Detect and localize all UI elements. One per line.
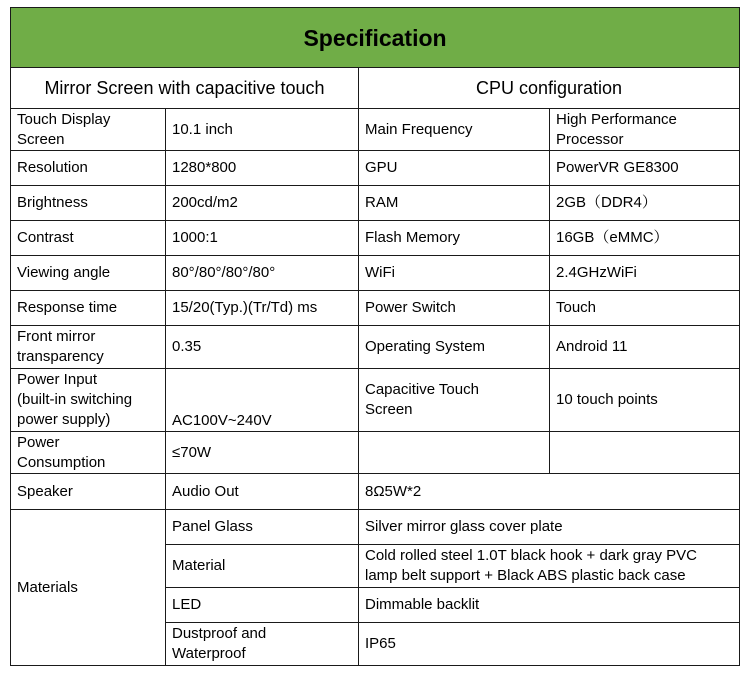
materials-label: Materials	[11, 510, 166, 666]
empty-cell	[359, 432, 550, 474]
brightness-value: 200cd/m2	[166, 186, 359, 221]
speaker-label: Speaker	[11, 474, 166, 510]
table-row	[11, 432, 740, 474]
power-consumption-label: Power Consumption	[11, 432, 166, 474]
resolution-value: 1280*800	[166, 151, 359, 186]
table-row	[11, 151, 740, 186]
touch-display-value: 10.1 inch	[166, 109, 359, 151]
contrast-value: 1000:1	[166, 221, 359, 256]
capacitive-touch-value: 10 touch points	[550, 369, 740, 432]
power-input-label: Power Input (built-in switching power supply)	[11, 369, 166, 432]
table-row	[11, 109, 740, 151]
material-value: Cold rolled steel 1.0T black hook + dark gray PVC lamp belt support + Black ABS plastic back case	[359, 545, 740, 588]
viewing-angle-value: 80°/80°/80°/80°	[166, 256, 359, 291]
main-frequency-label: Main Frequency	[359, 109, 550, 151]
empty-cell	[550, 432, 740, 474]
ram-label: RAM	[359, 186, 550, 221]
table-row	[11, 221, 740, 256]
response-time-label: Response time	[11, 291, 166, 326]
contrast-label: Contrast	[11, 221, 166, 256]
specification-table-container	[10, 7, 739, 666]
panel-glass-label: Panel Glass	[166, 510, 359, 545]
dustproof-value: IP65	[359, 623, 740, 666]
power-switch-label: Power Switch	[359, 291, 550, 326]
material-label: Material	[166, 545, 359, 588]
gpu-label: GPU	[359, 151, 550, 186]
brightness-label: Brightness	[11, 186, 166, 221]
power-switch-value: Touch	[550, 291, 740, 326]
table-row	[11, 474, 740, 510]
front-mirror-label: Front mirror transparency	[11, 326, 166, 369]
power-input-value: AC100V~240V	[166, 369, 359, 432]
flash-memory-value: 16GB（eMMC）	[550, 221, 740, 256]
speaker-sub-label: Audio Out	[166, 474, 359, 510]
operating-system-label: Operating System	[359, 326, 550, 369]
table-title: Specification	[11, 8, 740, 68]
flash-memory-label: Flash Memory	[359, 221, 550, 256]
table-row	[11, 369, 740, 432]
table-row	[11, 256, 740, 291]
table-row	[11, 186, 740, 221]
table-row	[11, 291, 740, 326]
dustproof-label: Dustproof and Waterproof	[166, 623, 359, 666]
resolution-label: Resolution	[11, 151, 166, 186]
operating-system-value: Android 11	[550, 326, 740, 369]
title-row	[11, 8, 740, 68]
section-header-cpu: CPU configuration	[359, 68, 740, 109]
panel-glass-value: Silver mirror glass cover plate	[359, 510, 740, 545]
gpu-value: PowerVR GE8300	[550, 151, 740, 186]
response-time-value: 15/20(Typ.)(Tr/Td) ms	[166, 291, 359, 326]
table-row	[11, 326, 740, 369]
main-frequency-value: High Performance Processor	[550, 109, 740, 151]
table-row	[11, 510, 740, 545]
capacitive-touch-label: Capacitive Touch Screen	[359, 369, 550, 432]
led-label: LED	[166, 588, 359, 623]
touch-display-label: Touch Display Screen	[11, 109, 166, 151]
wifi-value: 2.4GHzWiFi	[550, 256, 740, 291]
wifi-label: WiFi	[359, 256, 550, 291]
ram-value: 2GB（DDR4）	[550, 186, 740, 221]
section-header-mirror-screen: Mirror Screen with capacitive touch	[11, 68, 359, 109]
speaker-value: 8Ω5W*2	[359, 474, 740, 510]
specification-table	[10, 7, 740, 666]
led-value: Dimmable backlit	[359, 588, 740, 623]
power-consumption-value: ≤70W	[166, 432, 359, 474]
viewing-angle-label: Viewing angle	[11, 256, 166, 291]
section-header-row	[11, 68, 740, 109]
front-mirror-value: 0.35	[166, 326, 359, 369]
